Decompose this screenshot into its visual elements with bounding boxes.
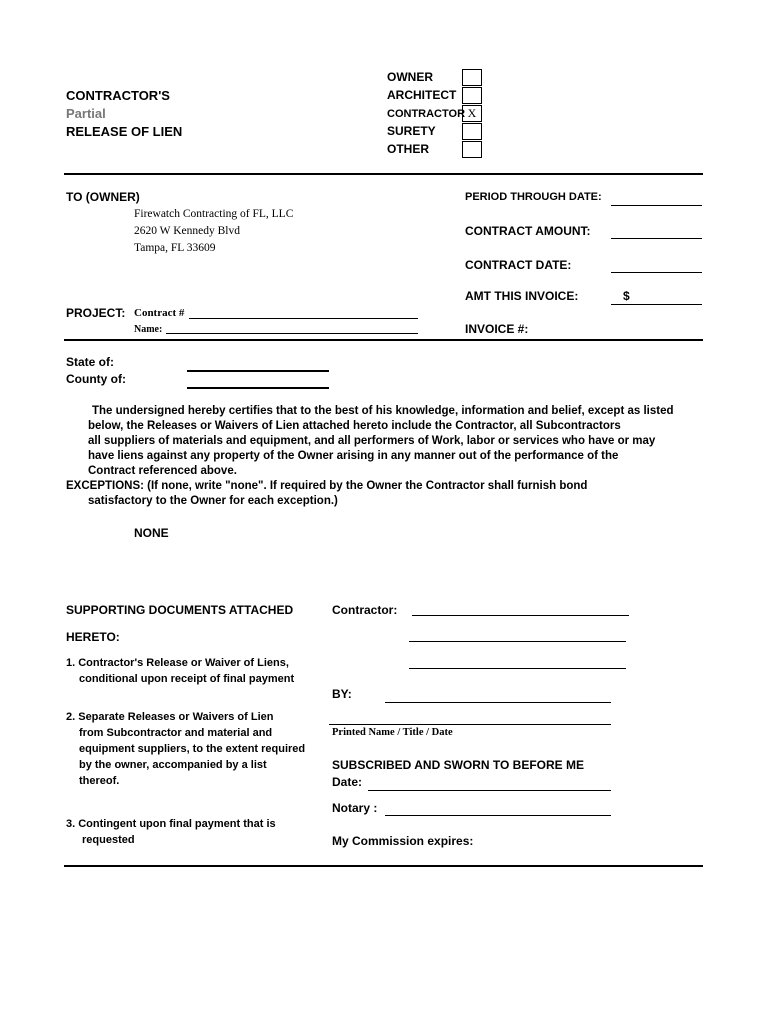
support-item-2-line-1: 2. Separate Releases or Waivers of Lien [66,711,274,723]
checkbox-label-surety: SURETY [387,124,436,138]
support-item-2-line-4: by the owner, accompanied by a list [79,759,267,771]
certification-line-2: below, the Releases or Waivers of Lien attached hereto include the Contractor, all Subcontractors [88,420,621,432]
support-item-2-line-5: thereof. [79,775,120,787]
state-field[interactable] [187,370,329,372]
commission-expires-label: My Commission expires: [332,834,474,848]
support-item-2-line-3: equipment suppliers, to the extent required [79,743,306,755]
supporting-docs-heading: SUPPORTING DOCUMENTS ATTACHED [66,603,294,617]
printed-name-label: Printed Name / Title / Date [332,727,453,738]
contractor-label: Contractor: [332,603,398,617]
checkbox-surety[interactable] [462,123,482,140]
date-label: Date: [332,775,363,789]
divider-bottom [64,865,703,867]
title-line-1: CONTRACTOR'S [66,88,170,103]
certification-line-5: Contract referenced above. [88,465,237,477]
exceptions-line-1: EXCEPTIONS: (If none, write "none". If required by the Owner the Contractor shall furnish bond [66,480,588,492]
owner-city: Tampa, FL 33609 [134,242,216,254]
divider-middle [64,339,703,341]
contract-number-label: Contract # [134,307,185,319]
contractor-field-2[interactable] [409,641,626,642]
contract-amount-field[interactable] [611,238,702,239]
owner-street: 2620 W Kennedy Blvd [134,225,240,237]
invoice-number-label: INVOICE #: [465,322,529,336]
by-label: BY: [332,687,352,701]
project-name-label: Name: [134,324,163,335]
contract-number-field[interactable] [189,318,418,319]
certification-line-4: have liens against any property of the Owner arising in any manner out of the performance of the [88,450,619,462]
by-field[interactable] [385,702,611,703]
checkbox-contractor[interactable]: X [462,105,482,122]
support-item-3-line-1: 3. Contingent upon final payment that is [66,818,276,830]
checkbox-other[interactable] [462,141,482,158]
certification-line-3: all suppliers of materials and equipment, and all performers of Work, labor or services who have or may [88,435,656,447]
project-name-field[interactable] [166,333,418,334]
notary-field[interactable] [385,815,611,816]
checkbox-label-architect: ARCHITECT [387,88,457,102]
period-through-date-field[interactable] [611,205,702,206]
exceptions-value: NONE [134,526,169,540]
owner-name: Firewatch Contracting of FL, LLC [134,208,294,220]
notary-label: Notary : [332,801,378,815]
sworn-label: SUBSCRIBED AND SWORN TO BEFORE ME [332,758,585,772]
state-label: State of: [66,355,114,369]
title-line-2: Partial [66,106,106,121]
county-label: County of: [66,372,126,386]
support-item-2-line-2: from Subcontractor and material and [79,727,273,739]
amt-this-invoice-field[interactable] [611,304,702,305]
amt-this-invoice-label: AMT THIS INVOICE: [465,289,579,303]
supporting-docs-heading-2: HERETO: [66,630,120,644]
support-item-3-line-2: requested [82,834,135,846]
contractor-field-3[interactable] [409,668,626,669]
support-item-1-line-1: 1. Contractor's Release or Waiver of Liens, [66,657,289,669]
checkbox-label-owner: OWNER [387,70,433,84]
contract-date-field[interactable] [611,272,702,273]
to-owner-label: TO (OWNER) [66,190,140,204]
printed-name-field[interactable] [329,724,611,725]
period-through-date-label: PERIOD THROUGH DATE: [465,191,602,203]
contract-amount-label: CONTRACT AMOUNT: [465,224,591,238]
certification-line-1: The undersigned hereby certifies that to the best of his knowledge, information and belief, except as listed [92,405,674,417]
title-line-3: RELEASE OF LIEN [66,124,183,139]
divider-top [64,173,703,175]
exceptions-line-2: satisfactory to the Owner for each exception.) [88,495,338,507]
support-item-1-line-2: conditional upon receipt of final payment [79,673,295,685]
county-field[interactable] [187,387,329,389]
project-label: PROJECT: [66,306,126,320]
date-field[interactable] [368,790,611,791]
contract-date-label: CONTRACT DATE: [465,258,572,272]
checkbox-label-other: OTHER [387,142,429,156]
contractor-field[interactable] [412,615,629,616]
checkbox-owner[interactable] [462,69,482,86]
currency-symbol: $ [623,289,630,303]
checkbox-label-contractor: CONTRACTOR [387,108,466,120]
checkbox-architect[interactable] [462,87,482,104]
